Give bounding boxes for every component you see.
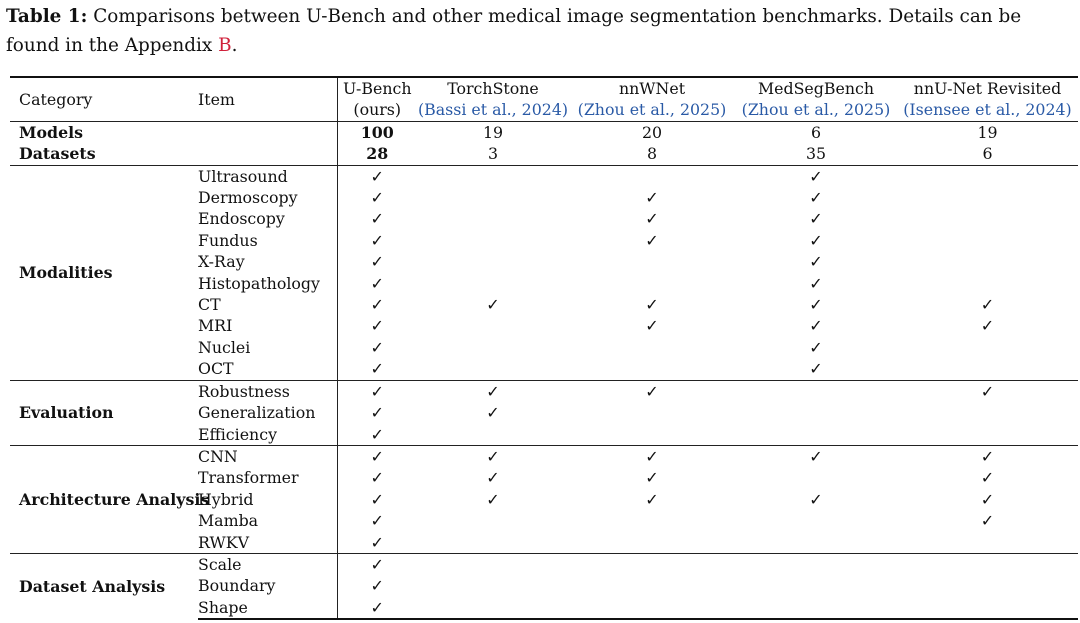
- empty-cell: [417, 337, 569, 358]
- check-mark-icon: ✓: [897, 445, 1078, 467]
- check-mark-icon: ✓: [645, 489, 659, 509]
- empty-cell: [897, 165, 1078, 187]
- check-mark-icon: ✓: [980, 511, 995, 531]
- empty-cell: [569, 575, 735, 596]
- empty-cell: [417, 251, 569, 272]
- check-mark-icon: ✓: [897, 380, 1078, 402]
- check-mark-icon: ✓: [337, 553, 417, 575]
- empty-cell: [897, 337, 1078, 358]
- item-label: CT: [198, 295, 221, 315]
- check-mark-icon: ✓: [980, 489, 995, 509]
- check-mark-icon: ✓: [337, 273, 417, 294]
- empty-cell: [897, 532, 1078, 554]
- category-label: Evaluation: [10, 380, 198, 445]
- item-label: Nuclei: [198, 337, 251, 357]
- check-mark-icon: ✓: [809, 295, 823, 315]
- count-item-empty: [198, 121, 337, 143]
- count-value: 19: [417, 121, 569, 143]
- check-mark-icon: ✓: [809, 316, 823, 336]
- item-label: Histopathology: [198, 273, 320, 293]
- category-label: Dataset Analysis: [10, 553, 198, 619]
- empty-cell: [569, 337, 735, 358]
- check-mark-icon: ✓: [645, 188, 659, 208]
- header-benchmark-citation[interactable]: (Zhou et al., 2025): [741, 100, 891, 120]
- count-value: 6: [982, 144, 993, 164]
- header-row-names: [10, 77, 1078, 99]
- item-label: Generalization: [198, 403, 316, 423]
- item-label: Ultrasound: [198, 165, 337, 187]
- check-mark-icon: ✓: [735, 165, 897, 187]
- empty-cell: [569, 510, 735, 531]
- empty-cell: [569, 402, 735, 423]
- header-benchmark-citation: (ours): [337, 99, 417, 121]
- empty-cell: [897, 251, 1078, 272]
- check-mark-icon: ✓: [337, 532, 417, 554]
- table-row: [10, 553, 1078, 575]
- item-label: X-Ray: [198, 252, 245, 272]
- item-label: MRI: [198, 316, 233, 336]
- category-label: Architecture Analysis: [10, 445, 198, 553]
- header-benchmark-name: TorchStone: [417, 77, 569, 99]
- check-mark-icon: ✓: [980, 316, 995, 336]
- check-mark-icon: ✓: [809, 337, 823, 357]
- empty-cell: [569, 358, 735, 380]
- header-benchmark-citation[interactable]: (Isensee et al., 2024): [903, 100, 1072, 120]
- empty-cell: [897, 208, 1078, 229]
- empty-cell: [735, 532, 897, 554]
- empty-cell: [735, 380, 897, 402]
- check-mark-icon: ✓: [809, 252, 823, 272]
- count-value: 3: [487, 144, 499, 164]
- count-item-empty: [198, 143, 337, 165]
- check-mark-icon: ✓: [569, 445, 735, 467]
- empty-cell: [417, 208, 569, 229]
- empty-cell: [417, 187, 569, 208]
- empty-cell: [735, 575, 897, 596]
- item-label: OCT: [198, 359, 234, 379]
- empty-cell: [735, 467, 897, 488]
- item-label: Boundary: [198, 576, 276, 596]
- table-caption: [6, 2, 1076, 60]
- caption-end: .: [231, 35, 238, 56]
- empty-cell: [569, 553, 735, 575]
- check-mark-icon: ✓: [645, 230, 659, 250]
- comparison-table: [10, 76, 1078, 620]
- empty-cell: [417, 273, 569, 294]
- empty-cell: [417, 532, 569, 554]
- check-mark-icon: ✓: [337, 402, 417, 423]
- check-mark-icon: ✓: [486, 403, 500, 423]
- check-mark-icon: ✓: [486, 468, 500, 488]
- check-mark-icon: ✓: [809, 359, 823, 379]
- empty-cell: [897, 187, 1078, 208]
- count-label: Models: [10, 121, 198, 143]
- check-mark-icon: ✓: [980, 468, 995, 488]
- empty-cell: [569, 597, 735, 619]
- check-mark-icon: ✓: [337, 510, 417, 531]
- check-mark-icon: ✓: [486, 295, 500, 315]
- count-value: 35: [805, 144, 827, 164]
- check-mark-icon: ✓: [809, 230, 823, 250]
- header-benchmark-citation[interactable]: (Zhou et al., 2025): [577, 100, 727, 120]
- item-label: Transformer: [198, 468, 299, 488]
- empty-cell: [569, 251, 735, 272]
- empty-cell: [569, 424, 735, 446]
- item-label: Scale: [198, 553, 337, 575]
- item-label: Hybrid: [198, 489, 254, 509]
- empty-cell: [897, 402, 1078, 423]
- check-mark-icon: ✓: [337, 251, 417, 272]
- check-mark-icon: ✓: [645, 209, 659, 229]
- count-row: [10, 143, 1078, 165]
- empty-cell: [417, 230, 569, 251]
- check-mark-icon: ✓: [417, 445, 569, 467]
- check-mark-icon: ✓: [486, 489, 500, 509]
- empty-cell: [417, 358, 569, 380]
- check-mark-icon: ✓: [809, 188, 823, 208]
- empty-cell: [897, 424, 1078, 446]
- empty-cell: [735, 597, 897, 619]
- header-category: Category: [10, 77, 198, 121]
- empty-cell: [569, 273, 735, 294]
- table-row: [10, 380, 1078, 402]
- count-label: Datasets: [19, 144, 96, 164]
- check-mark-icon: ✓: [569, 380, 735, 402]
- item-label: Mamba: [198, 511, 259, 531]
- check-mark-icon: ✓: [337, 445, 417, 467]
- header-benchmark-name: nnU-Net Revisited: [897, 77, 1078, 99]
- item-label: CNN: [198, 445, 337, 467]
- check-mark-icon: ✓: [735, 445, 897, 467]
- header-benchmark-citation[interactable]: (Bassi et al., 2024): [417, 100, 569, 120]
- check-mark-icon: ✓: [337, 467, 417, 488]
- empty-cell: [735, 424, 897, 446]
- header-item: Item: [198, 77, 337, 121]
- table-row: [10, 165, 1078, 187]
- check-mark-icon: ✓: [809, 273, 823, 293]
- table-row: [10, 445, 1078, 467]
- item-label: Efficiency: [198, 424, 277, 444]
- count-value: 8: [646, 144, 658, 164]
- check-mark-icon: ✓: [645, 295, 659, 315]
- empty-cell: [897, 575, 1078, 596]
- empty-cell: [417, 315, 569, 336]
- count-value: 20: [569, 121, 735, 143]
- item-label: Dermoscopy: [198, 188, 298, 208]
- item-label: Endoscopy: [198, 209, 285, 229]
- item-label: RWKV: [198, 532, 249, 552]
- empty-cell: [897, 597, 1078, 619]
- empty-cell: [735, 510, 897, 531]
- check-mark-icon: ✓: [809, 489, 823, 509]
- empty-cell: [897, 273, 1078, 294]
- count-value: 6: [735, 121, 897, 143]
- check-mark-icon: ✓: [337, 294, 417, 315]
- count-value: 19: [897, 121, 1078, 143]
- count-value: 100: [337, 121, 417, 143]
- check-mark-icon: ✓: [645, 468, 659, 488]
- count-row: [10, 121, 1078, 143]
- empty-cell: [417, 597, 569, 619]
- check-mark-icon: ✓: [337, 597, 417, 619]
- check-mark-icon: ✓: [980, 295, 995, 315]
- empty-cell: [897, 553, 1078, 575]
- empty-cell: [735, 553, 897, 575]
- appendix-link[interactable]: B: [218, 35, 232, 56]
- check-mark-icon: ✓: [337, 489, 417, 510]
- header-benchmark-name: MedSegBench: [735, 77, 897, 99]
- empty-cell: [735, 402, 897, 423]
- check-mark-icon: ✓: [337, 230, 417, 251]
- empty-cell: [569, 532, 735, 554]
- check-mark-icon: ✓: [645, 316, 659, 336]
- check-mark-icon: ✓: [337, 575, 417, 596]
- empty-cell: [897, 358, 1078, 380]
- header-benchmark-name: U-Bench: [337, 77, 417, 99]
- check-mark-icon: ✓: [809, 209, 823, 229]
- check-mark-icon: ✓: [337, 337, 417, 358]
- empty-cell: [417, 575, 569, 596]
- item-label: Robustness: [198, 380, 337, 402]
- item-label: Shape: [198, 597, 337, 619]
- count-value: 28: [337, 143, 417, 165]
- empty-cell: [569, 165, 735, 187]
- empty-cell: [897, 230, 1078, 251]
- check-mark-icon: ✓: [337, 380, 417, 402]
- empty-cell: [417, 424, 569, 446]
- check-mark-icon: ✓: [417, 380, 569, 402]
- empty-cell: [417, 510, 569, 531]
- check-mark-icon: ✓: [337, 358, 417, 380]
- check-mark-icon: ✓: [337, 187, 417, 208]
- empty-cell: [417, 553, 569, 575]
- caption-text: Comparisons between U-Bench and other medical image segmentation benchmarks. Details can be found in the Appendix: [6, 6, 1022, 56]
- check-mark-icon: ✓: [337, 424, 417, 446]
- table-label: Table 1:: [6, 6, 88, 27]
- category-label: Modalities: [10, 165, 198, 380]
- check-mark-icon: ✓: [337, 315, 417, 336]
- item-label: Fundus: [198, 230, 258, 250]
- check-mark-icon: ✓: [337, 165, 417, 187]
- header-benchmark-name: nnWNet: [569, 77, 735, 99]
- check-mark-icon: ✓: [337, 208, 417, 229]
- empty-cell: [417, 165, 569, 187]
